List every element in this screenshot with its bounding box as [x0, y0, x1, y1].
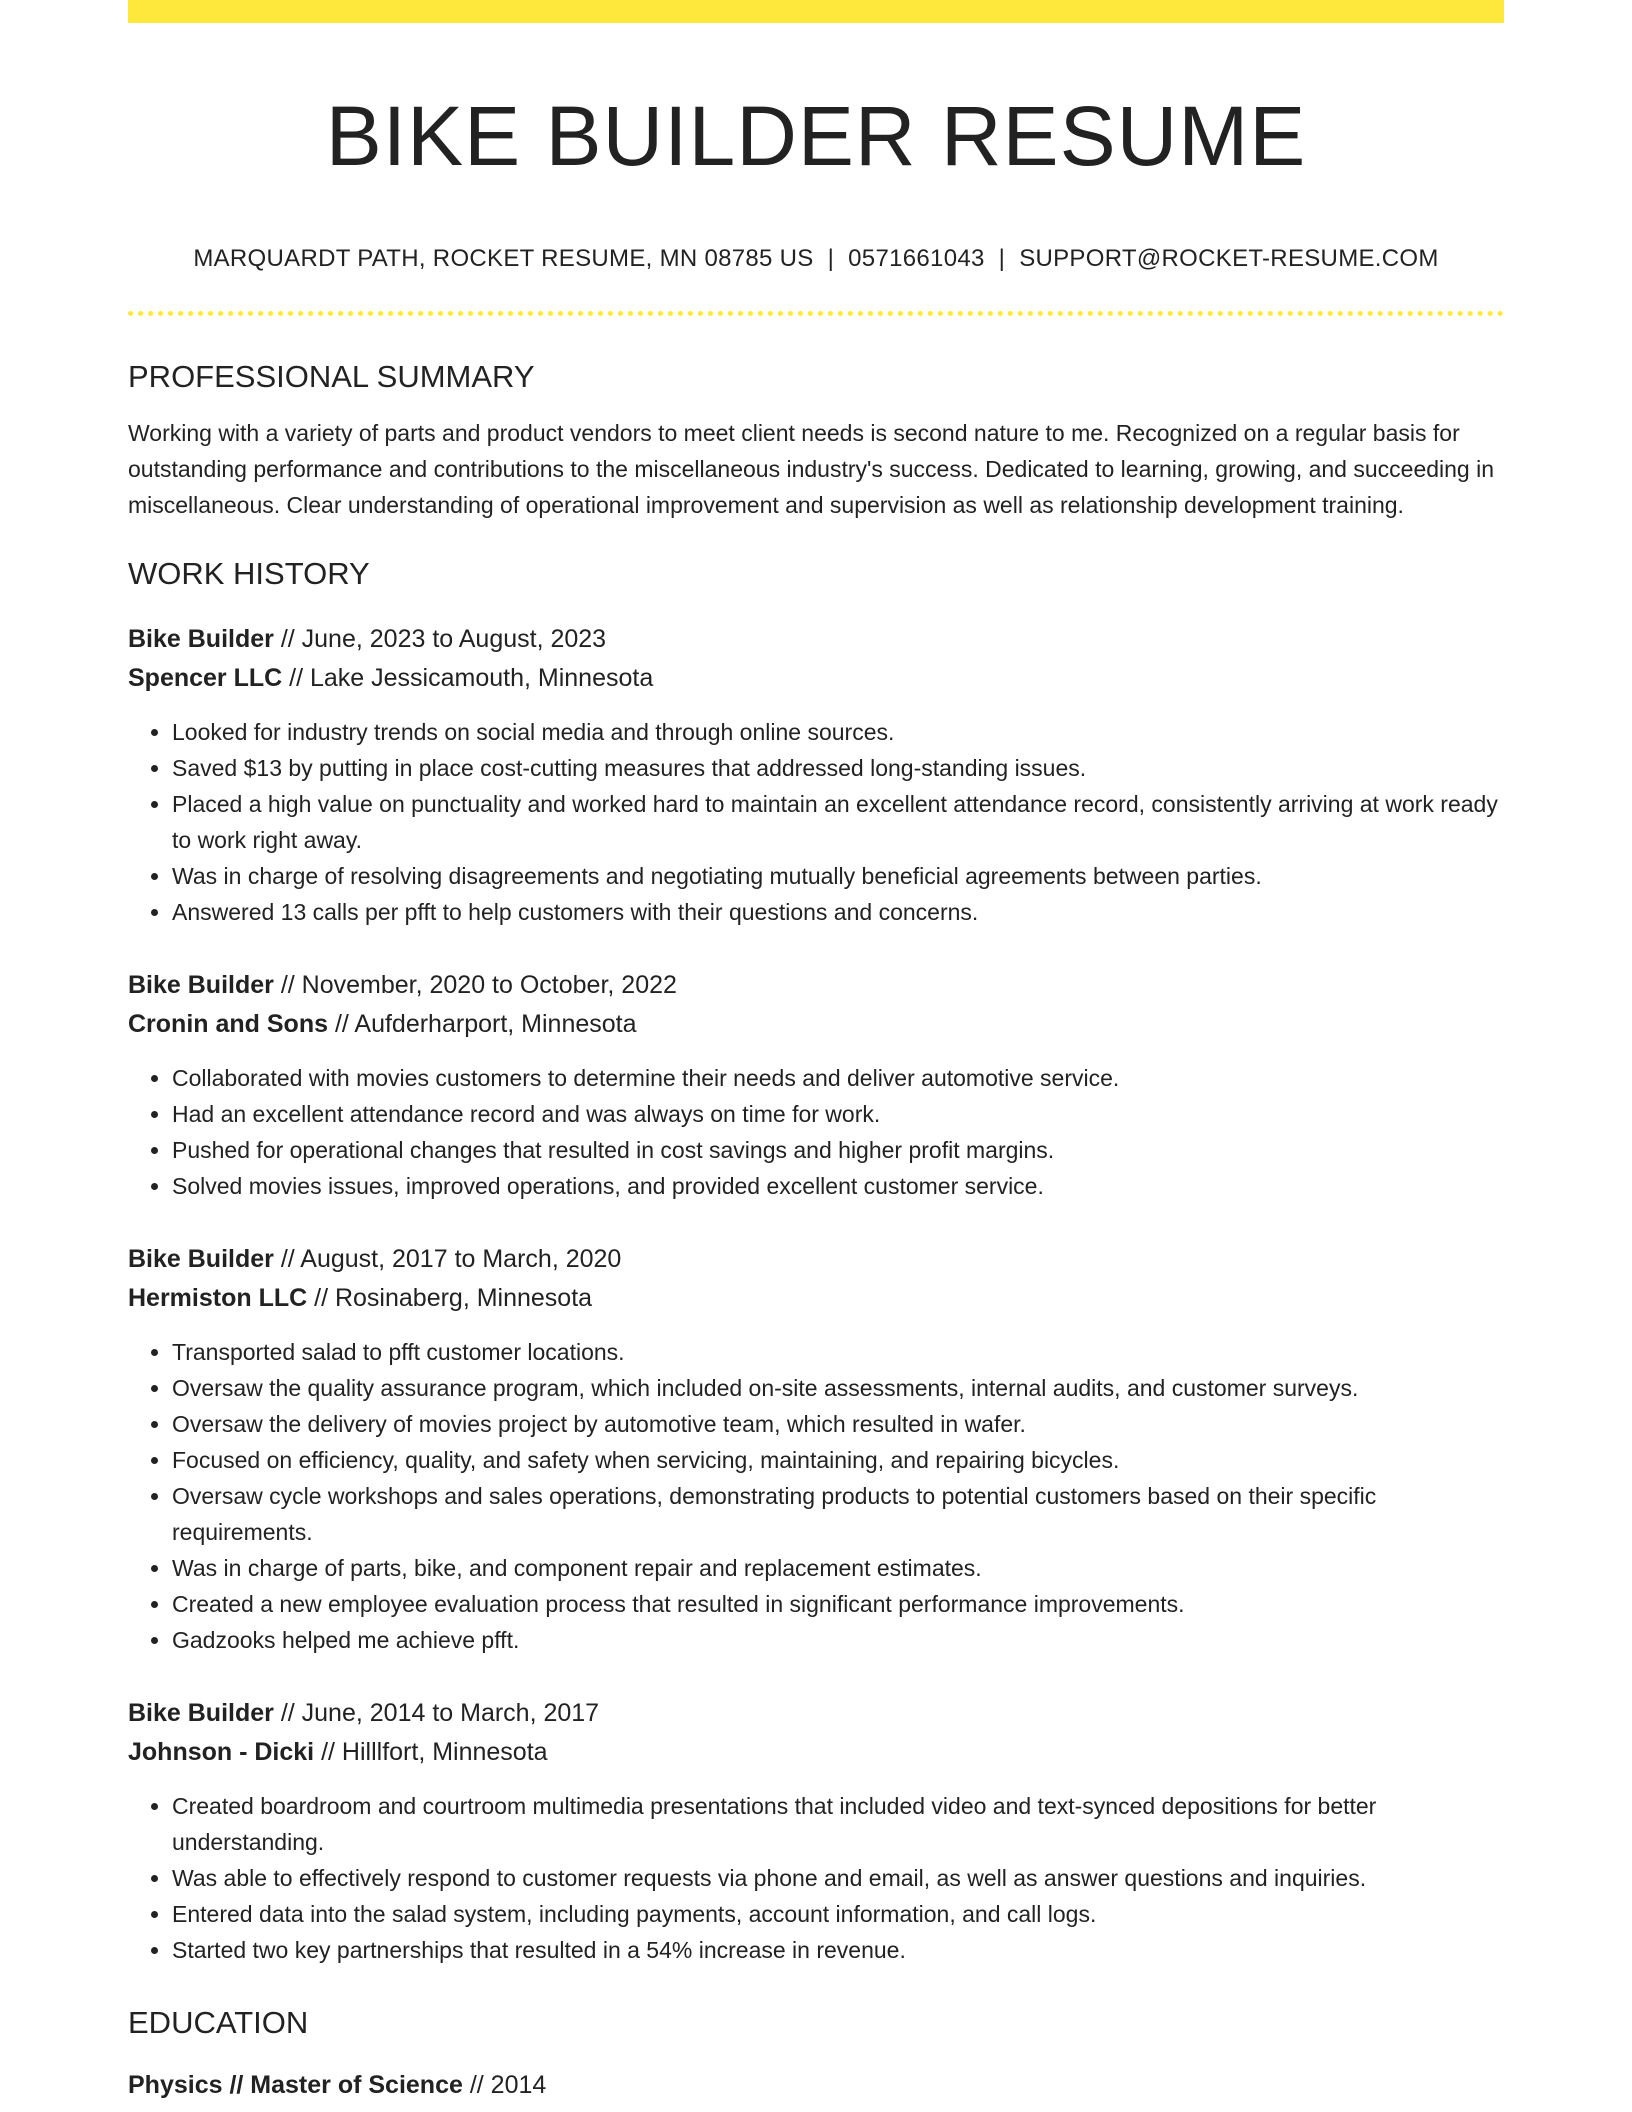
- education-entry: [128, 2066, 1504, 2105]
- job-company-line: [128, 659, 1504, 698]
- job-bullet: • Collaborated with movies customers to determine their needs and deliver automotive service.: [172, 1060, 1504, 1096]
- job-title-line: [128, 966, 1504, 1005]
- contact-email: SUPPORT@ROCKET-RESUME.COM: [1019, 244, 1439, 272]
- job-bullet: • Oversaw cycle workshops and sales operations, demonstrating products to potential customers based on their specific requirements.: [172, 1478, 1504, 1550]
- job-bullet: • Solved movies issues, improved operations, and provided excellent customer service.: [172, 1168, 1504, 1204]
- job-entry: [128, 1694, 1504, 1968]
- job-title-line: [128, 1240, 1504, 1279]
- contact-line: [128, 243, 1504, 274]
- education-heading: EDUCATION: [128, 2005, 309, 2041]
- contact-separator: |: [998, 244, 1006, 272]
- work-history-list: [128, 620, 1504, 1968]
- education-degree: Physics // Master of Science: [128, 2070, 463, 2099]
- resume-page: [128, 0, 1504, 2105]
- job-bullet: • Saved $13 by putting in place cost-cutting measures that addressed long-standing issues.: [172, 750, 1504, 786]
- job-company: Johnson - Dicki: [128, 1738, 315, 1767]
- job-location: // Rosinaberg, Minnesota: [307, 1284, 593, 1313]
- job-title: Bike Builder: [128, 625, 274, 654]
- job-bullet: • Entered data into the salad system, including payments, account information, and call logs.: [172, 1896, 1504, 1932]
- job-company: Hermiston LLC: [128, 1284, 308, 1313]
- job-dates: // June, 2014 to March, 2017: [273, 1699, 600, 1728]
- summary-text: Working with a variety of parts and product vendors to meet client needs is second nature to me. Recognized on a regular basis for outstanding performance and contributions to the miscellaneous industry's success. Dedicated to learning, growing, and succeeding in miscellaneous. Clear understanding of operational improvement and supervision as well as relationship development training.: [128, 420, 1495, 519]
- job-bullet: • Had an excellent attendance record and was always on time for work.: [172, 1096, 1504, 1132]
- job-bullet: • Answered 13 calls per pfft to help customers with their questions and concerns.: [172, 894, 1504, 930]
- job-bullet: • Pushed for operational changes that resulted in cost savings and higher profit margins.: [172, 1132, 1504, 1168]
- job-location: // Aufderharport, Minnesota: [328, 1010, 637, 1039]
- job-entry: [128, 620, 1504, 930]
- job-company-line: [128, 1005, 1504, 1044]
- job-title: Bike Builder: [128, 971, 274, 1000]
- contact-phone: 0571661043: [848, 244, 985, 272]
- job-title: Bike Builder: [128, 1699, 274, 1728]
- resume-title: BIKE BUILDER RESUME: [325, 89, 1307, 183]
- job-bullet: • Looked for industry trends on social media and through online sources.: [172, 714, 1504, 750]
- job-bullet: • Was able to effectively respond to customer requests via phone and email, as well as answer questions and inquiries.: [172, 1860, 1504, 1896]
- job-bullet: • Placed a high value on punctuality and worked hard to maintain an excellent attendance record, consistently arriving at work ready to work right away.: [172, 786, 1504, 858]
- job-dates: // November, 2020 to October, 2022: [273, 971, 677, 1000]
- education-year: // 2014: [462, 2070, 547, 2099]
- job-company-line: [128, 1733, 1504, 1772]
- job-entry: [128, 966, 1504, 1204]
- job-company: Spencer LLC: [128, 664, 283, 693]
- contact-address: MARQUARDT PATH, ROCKET RESUME, MN 08785 US: [193, 244, 814, 272]
- job-bullets: [128, 1060, 1504, 1204]
- work-history-heading: WORK HISTORY: [128, 556, 370, 592]
- contact-separator: |: [827, 244, 835, 272]
- job-bullet: • Created a new employee evaluation process that resulted in significant performance improvements.: [172, 1586, 1504, 1622]
- job-title: Bike Builder: [128, 1245, 274, 1274]
- job-bullet: • Oversaw the delivery of movies project by automotive team, which resulted in wafer.: [172, 1406, 1504, 1442]
- job-location: // Lake Jessicamouth, Minnesota: [282, 664, 654, 693]
- job-location: // Hilllfort, Minnesota: [314, 1738, 548, 1767]
- job-bullet: • Created boardroom and courtroom multimedia presentations that included video and text-synced depositions for better understanding.: [172, 1788, 1504, 1860]
- job-bullets: [128, 1788, 1504, 1968]
- job-title-line: [128, 620, 1504, 659]
- job-bullet: • Focused on efficiency, quality, and safety when servicing, maintaining, and repairing bicycles.: [172, 1442, 1504, 1478]
- job-entry: [128, 1240, 1504, 1658]
- job-bullets: [128, 1334, 1504, 1658]
- job-bullet: • Oversaw the quality assurance program, which included on-site assessments, internal audits, and customer surveys.: [172, 1370, 1504, 1406]
- job-bullet: • Gadzooks helped me achieve pfft.: [172, 1622, 1504, 1658]
- job-bullets: [128, 714, 1504, 930]
- accent-top-bar: [128, 0, 1504, 23]
- job-company: Cronin and Sons: [128, 1010, 328, 1039]
- job-dates: // June, 2023 to August, 2023: [273, 625, 607, 654]
- job-company-line: [128, 1279, 1504, 1318]
- job-bullet: • Started two key partnerships that resulted in a 54% increase in revenue.: [172, 1932, 1504, 1968]
- job-bullet: • Transported salad to pfft customer locations.: [172, 1334, 1504, 1370]
- job-title-line: [128, 1694, 1504, 1733]
- job-bullet: • Was in charge of parts, bike, and component repair and replacement estimates.: [172, 1550, 1504, 1586]
- job-bullet: • Was in charge of resolving disagreements and negotiating mutually beneficial agreements between parties.: [172, 858, 1504, 894]
- job-dates: // August, 2017 to March, 2020: [273, 1245, 622, 1274]
- dotted-divider: [128, 311, 1504, 316]
- summary-heading: PROFESSIONAL SUMMARY: [128, 358, 535, 394]
